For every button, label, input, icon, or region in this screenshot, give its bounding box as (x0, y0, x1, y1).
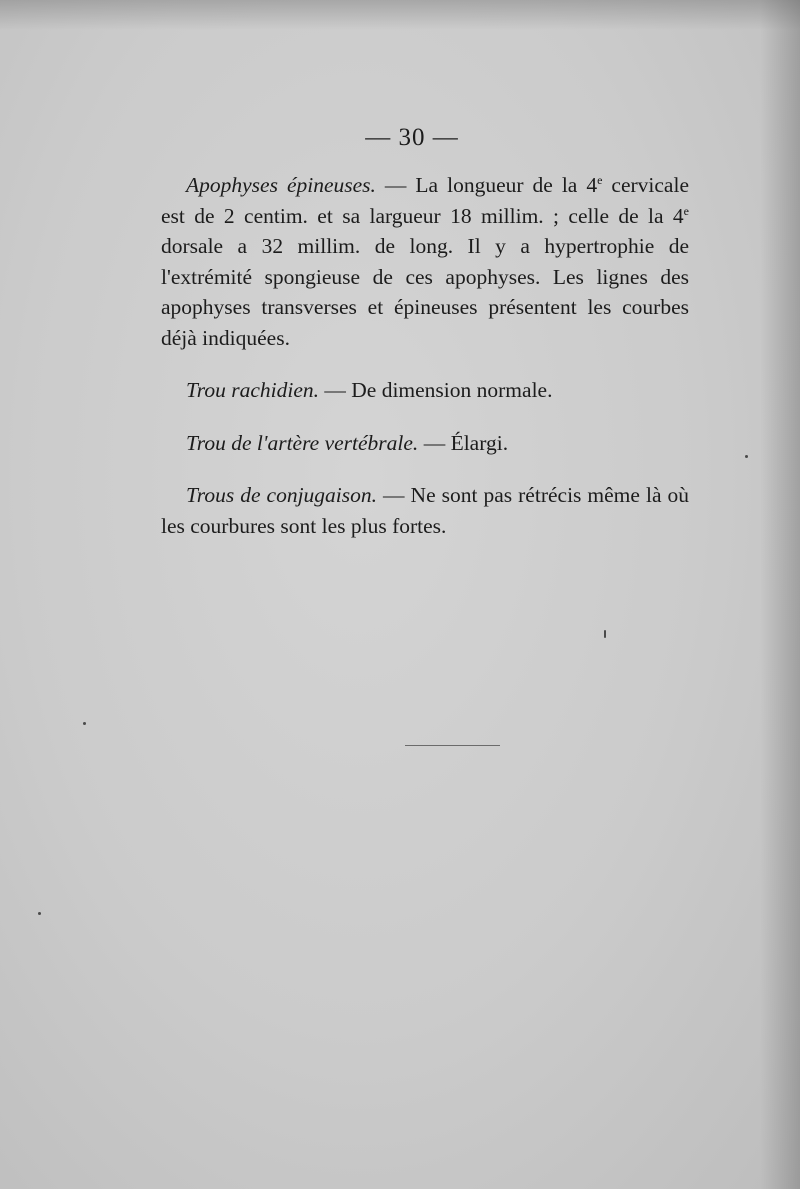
paragraph-trous-conjugaison (161, 480, 689, 541)
body-text (161, 170, 689, 541)
paragraph-trou-rachidien (161, 375, 689, 406)
paragraph-apophyses-epineuses (161, 170, 689, 353)
paragraph-heading: Trou rachidien. (186, 378, 319, 402)
paragraph-heading: Trou de l'artère vertébrale. (186, 430, 419, 455)
page-shadow-top (0, 0, 800, 30)
page-number: — 30 — (365, 124, 459, 151)
horizontal-rule (405, 745, 500, 746)
superscript: e (683, 203, 689, 218)
superscript: e (597, 172, 603, 187)
paragraph-text: — De dimension normale. (319, 378, 553, 402)
paragraph-text: — Ne sont pas rétrécis même là où les courbures sont les plus fortes. (161, 483, 689, 538)
paragraph-heading: Trous de conjugaison. (186, 483, 378, 507)
paragraph-text: — Élargi. (418, 430, 509, 455)
page-shadow-right (760, 0, 800, 1189)
paper-speck (83, 722, 86, 725)
paragraph-trou-artere-vertebrale (161, 428, 689, 459)
paper-speck (604, 630, 606, 638)
paper-speck (745, 455, 748, 458)
paper-speck (38, 912, 41, 915)
paragraph-text: dorsale a 32 millim. de long. Il y a hypertrophie de l'extrémité spongieuse de ces apophyses. Les lignes des apophyses transverses et épineuses présentent les courbes déjà indiquées. (161, 234, 689, 350)
paragraph-text: cervicale est de 2 centim. et sa largueur 18 millim. ; celle de la 4 (161, 173, 689, 228)
paragraph-heading: Apophyses épineuses. (186, 173, 376, 197)
paragraph-text: — La longueur de la 4 (375, 173, 598, 197)
